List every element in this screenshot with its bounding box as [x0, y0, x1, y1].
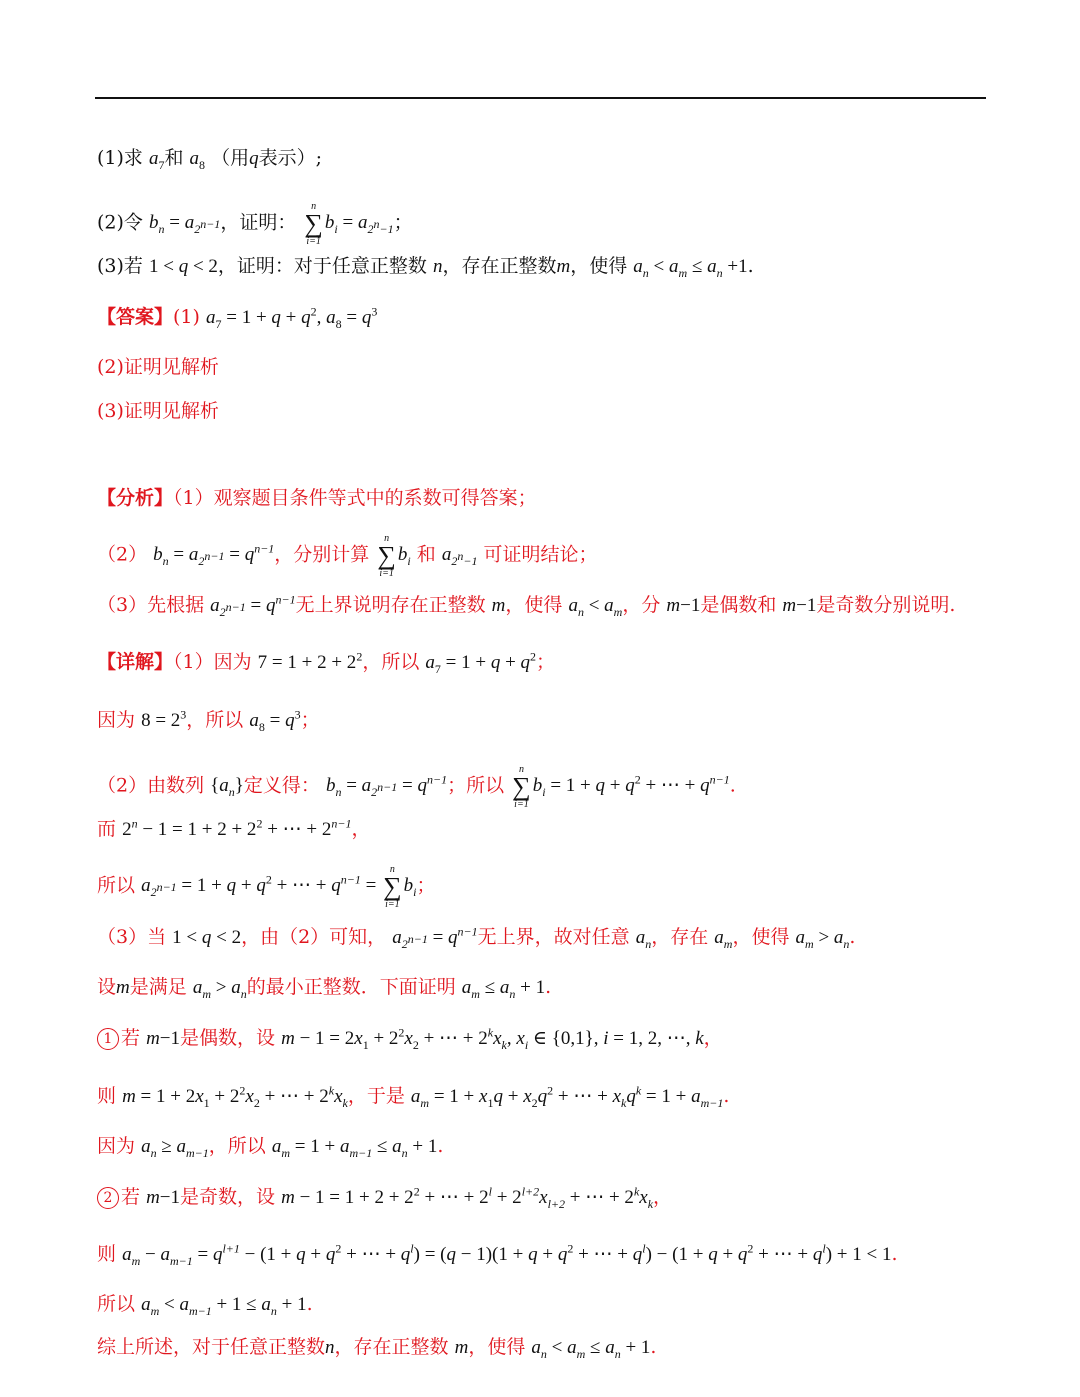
answer-line-2: (2)证明见解析 — [97, 356, 219, 378]
detail-line-2: 因为 $8 = 2^3$，所以 $a_8 = q^3$； — [97, 707, 320, 734]
question-1: (1)求 $a_7$和 $a_8$ （用q表示）; — [97, 147, 323, 172]
detail-line-5: 所以 $a_{2^{n-1}} = 1 + q + q^2$ + ⋯ + $q^{n-1}$ = n ∑ i=1 $b_i$； — [97, 864, 436, 910]
question-3: (3)若 1 < q < 2，证明：对于任意正整数 n，存在正整数m，使得 $a_n < a_m \le a_n +1$. — [97, 255, 754, 280]
analysis-line-3: （3）先根据 $a_{2^{n-1}} = q^{n-1}$无上界说明存在正整数 m，使得 $a_n < a_m$，分 m−1是偶数和 m−1是奇数分别说明. — [97, 592, 956, 619]
detail-line-3: （2）由数列 $\{a_n\}$定义得： $b_n = a_{2^{n-1}} = q^{n-1}$；所以 n ∑ i=1 $b_i = 1 + q + q^2$ + ⋯ + $q^{n-1}$. — [97, 764, 736, 810]
detail-line-1: 【详解】（1）因为 $7 = 1 + 2 + 2^2$，所以 $a_7 = 1 + q + q^2$； — [97, 649, 556, 676]
detail-line-8: 1 若 m−1是偶数，设 $m - 1 = 2x_1 + 2^2x_2$ + ⋯ + $2^kx_k$, $x_i$ ∈ {0,1}, i = 1, 2, ⋯, k， — [97, 1024, 723, 1052]
circled-number-2: 2 — [97, 1187, 119, 1209]
detail-line-12: 则 $a_m - a_{m-1} = q^{l+1} - (1 + q + q^2$ + ⋯ + $q^l) = (q - 1)(1 + q + q^2$ + ⋯ + $q^l) - (1 + q + q^2$ + ⋯ + $q^l) + 1 < 1$. — [97, 1241, 898, 1268]
question-2: (2)令 $b_n = a_{2^{n-1}}$，证明： n ∑ i=1 $b_i = a_{2^n-1}$； — [97, 201, 413, 247]
answer-line-3: (3)证明见解析 — [97, 400, 219, 422]
answer-line-1: 【答案】(1) $a_7 = 1 + q + q^2$, $a_8 = q^3$ — [97, 304, 378, 331]
detail-line-14: 综上所述，对于任意正整数n，存在正整数 m，使得 $a_n < a_m \le a_n + 1$. — [97, 1336, 657, 1361]
analysis-line-1: 【分析】（1）观察题目条件等式中的系数可得答案； — [97, 487, 537, 509]
header-rule — [95, 97, 986, 99]
circled-number-1: 1 — [97, 1028, 119, 1050]
analysis-line-2: （2） $b_n = a_{2^{n-1}} = q^{n-1}$，分别计算 n ∑ i=1 $b_i$ 和 $a_{2^n-1}$ 可证明结论； — [97, 533, 598, 579]
detail-line-4: 而 $2^n - 1 = 1 + 2 + 2^2$ + ⋯ + $2^{n-1}$， — [97, 816, 371, 840]
detail-line-9: 则 $m = 1 + 2x_1 + 2^2x_2$ + ⋯ + $2^kx_k$，于是 $a_m = 1 + x_1q + x_2q^2$ + ⋯ + $x_kq^k = 1 + a_{m-1}$. — [97, 1083, 730, 1110]
detail-line-10: 因为 $a_n \ge a_{m-1}$，所以 $a_m = 1 + a_{m-1} \le a_n + 1$. — [97, 1135, 444, 1160]
detail-line-7: 设m是满足 $a_m > a_n$的最小正整数．下面证明 $a_m \le a_n + 1$. — [97, 976, 552, 1001]
detail-line-11: 2 若 m−1是奇数，设 $m - 1 = 1 + 2 + 2^2$ + ⋯ + $2^l + 2^{l+2}x_{l+2}$ + ⋯ + $2^kx_k$， — [97, 1183, 672, 1211]
detail-line-6: （3）当 1 < q < 2，由（2）可知， $a_{2^{n-1}} = q^{n-1}$无上界，故对任意 $a_n$，存在 $a_m$，使得 $a_m > a_n$. — [97, 924, 856, 951]
detail-line-13: 所以 $a_m < a_{m-1} + 1 \le a_n + 1$. — [97, 1293, 313, 1318]
